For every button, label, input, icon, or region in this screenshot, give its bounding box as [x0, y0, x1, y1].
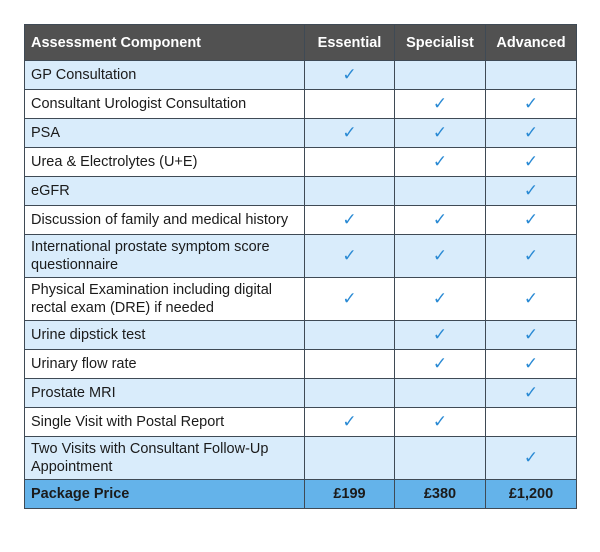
component-label: [25, 148, 305, 177]
table-row: [25, 119, 577, 148]
component-label: [25, 350, 305, 379]
empty-cell-essential: [305, 437, 395, 480]
table-row: [25, 437, 577, 480]
component-label: [25, 379, 305, 408]
check-icon-essential: ✓: [305, 61, 395, 90]
header-specialist: Specialist: [395, 25, 486, 61]
table-row: [25, 177, 577, 206]
check-icon-specialist: ✓: [395, 148, 486, 177]
table-body: [25, 61, 577, 480]
empty-cell-essential: [305, 321, 395, 350]
empty-cell-advanced: [486, 61, 577, 90]
check-icon-advanced: ✓: [486, 235, 577, 278]
component-label-text: Consultant Urologist Consultation: [31, 96, 247, 112]
package-price-row: [25, 480, 577, 509]
component-label: [25, 235, 305, 278]
component-label-text: Urinary flow rate: [31, 356, 137, 372]
component-label: [25, 90, 305, 119]
table-row: [25, 278, 577, 321]
empty-cell-specialist: [395, 61, 486, 90]
check-icon-advanced: ✓: [486, 177, 577, 206]
check-icon-advanced: ✓: [486, 278, 577, 321]
check-icon-advanced: ✓: [486, 437, 577, 480]
empty-cell-essential: [305, 177, 395, 206]
table-row: [25, 61, 577, 90]
empty-cell-specialist: [395, 437, 486, 480]
check-icon-specialist: ✓: [395, 90, 486, 119]
table-row: [25, 350, 577, 379]
component-label: [25, 177, 305, 206]
component-label-text: eGFR: [31, 183, 70, 199]
component-label: [25, 408, 305, 437]
component-label-text: Physical Examination including digital rectal exam (DRE) if needed: [31, 282, 272, 316]
component-label-text: PSA: [31, 125, 61, 141]
component-label-text: Single Visit with Postal Report: [31, 414, 225, 430]
check-icon-specialist: ✓: [395, 321, 486, 350]
table-row: [25, 408, 577, 437]
empty-cell-essential: [305, 148, 395, 177]
check-icon-specialist: ✓: [395, 235, 486, 278]
package-price-label: Package Price: [25, 480, 305, 509]
check-icon-advanced: ✓: [486, 350, 577, 379]
pricing-comparison: [24, 24, 576, 509]
component-label-text: GP Consultation: [31, 67, 137, 83]
component-label-text: Two Visits with Consultant Follow-Up Appointment: [31, 441, 269, 475]
check-icon-specialist: ✓: [395, 278, 486, 321]
table-row: [25, 206, 577, 235]
check-icon-essential: ✓: [305, 235, 395, 278]
empty-cell-specialist: [395, 177, 486, 206]
component-label: [25, 119, 305, 148]
table-row: [25, 379, 577, 408]
price-advanced: £1,200: [486, 480, 577, 509]
check-icon-specialist: ✓: [395, 408, 486, 437]
header-assessment-component: Assessment Component: [25, 25, 305, 61]
package-comparison-table: [24, 24, 577, 509]
component-label-text: Discussion of family and medical history: [31, 212, 289, 228]
check-icon-specialist: ✓: [395, 119, 486, 148]
header-essential: Essential: [305, 25, 395, 61]
empty-cell-essential: [305, 350, 395, 379]
table-row: [25, 148, 577, 177]
price-specialist: £380: [395, 480, 486, 509]
check-icon-advanced: ✓: [486, 90, 577, 119]
check-icon-advanced: ✓: [486, 379, 577, 408]
component-label-text: Urine dipstick test: [31, 327, 146, 343]
check-icon-specialist: ✓: [395, 350, 486, 379]
check-icon-essential: ✓: [305, 278, 395, 321]
component-label: [25, 206, 305, 235]
table-row: [25, 90, 577, 119]
check-icon-essential: ✓: [305, 206, 395, 235]
empty-cell-specialist: [395, 379, 486, 408]
component-label-text: Urea & Electrolytes (U+E): [31, 154, 198, 170]
check-icon-advanced: ✓: [486, 148, 577, 177]
header-advanced: Advanced: [486, 25, 577, 61]
table-row: [25, 321, 577, 350]
check-icon-advanced: ✓: [486, 119, 577, 148]
component-label: [25, 321, 305, 350]
table-row: [25, 235, 577, 278]
check-icon-advanced: ✓: [486, 321, 577, 350]
check-icon-advanced: ✓: [486, 206, 577, 235]
component-label: [25, 61, 305, 90]
empty-cell-advanced: [486, 408, 577, 437]
component-label-text: Prostate MRI: [31, 385, 116, 401]
table-header-row: [25, 25, 577, 61]
check-icon-specialist: ✓: [395, 206, 486, 235]
empty-cell-essential: [305, 379, 395, 408]
check-icon-essential: ✓: [305, 119, 395, 148]
component-label: [25, 437, 305, 480]
check-icon-essential: ✓: [305, 408, 395, 437]
empty-cell-essential: [305, 90, 395, 119]
component-label-text: International prostate symptom score questionnaire: [31, 239, 270, 273]
component-label: [25, 278, 305, 321]
price-essential: £199: [305, 480, 395, 509]
